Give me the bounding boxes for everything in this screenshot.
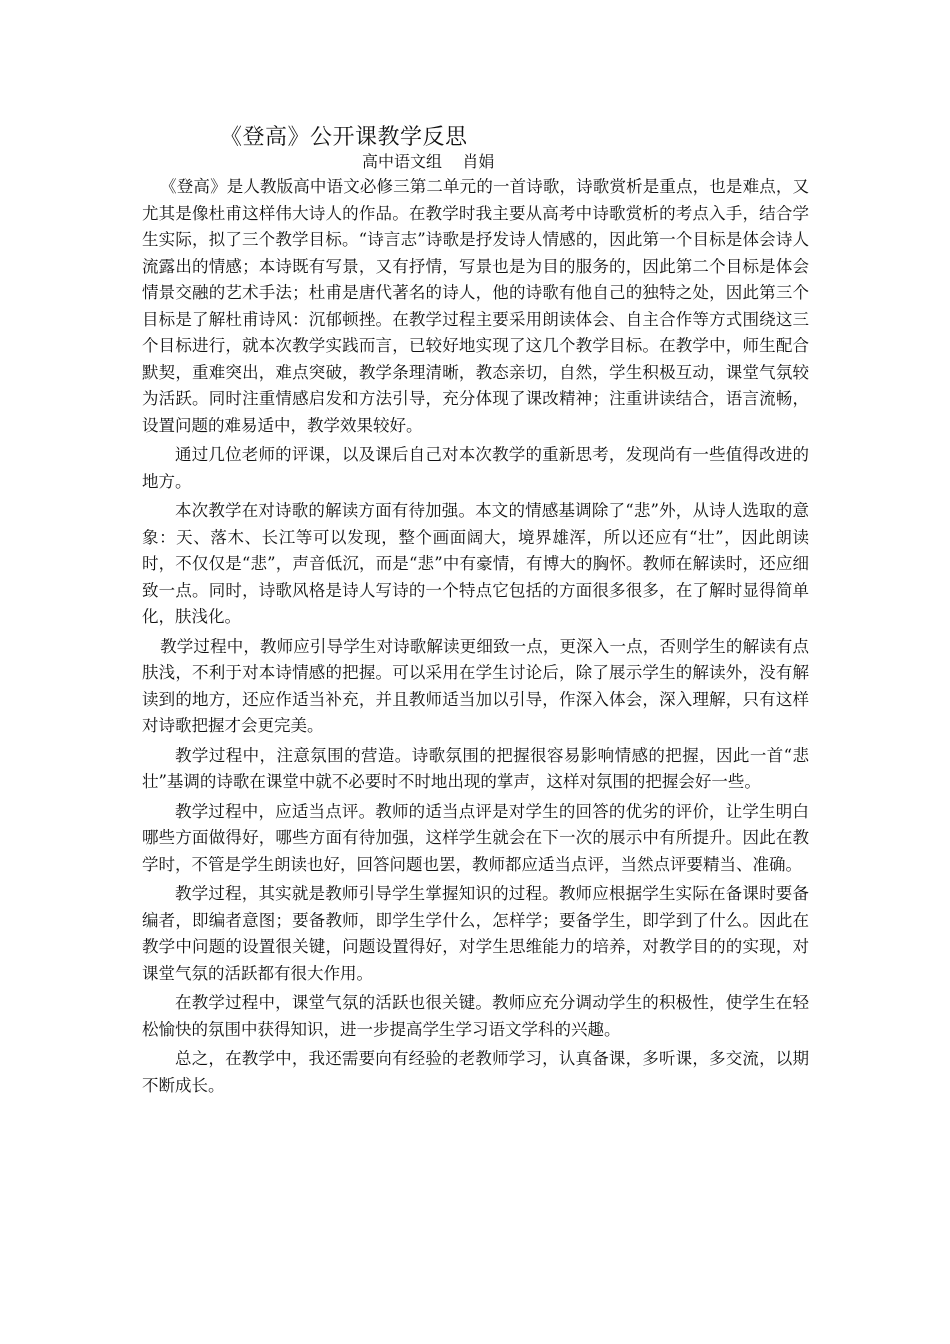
- paragraph-lesson-prep: 教学过程，其实就是教师引导学生掌握知识的过程。教师应根据学生实际在备课时要备编者，即编者意图；要备教师，即学生学什么，怎样学；要备学生，即学到了什么。因此在教学中问题的设置很关键，问题设置得好，对学生思维能力的培养，对教学目的的实现，对课堂气氛的活跃都有很大作用。: [142, 884, 809, 983]
- paragraph-atmosphere: 教学过程中，注意氛围的营造。诗歌氛围的把握很容易影响情感的把握，因此一首“悲壮”基调的诗歌在课堂中就不必要时不时地出现的掌声，这样对氛围的把握会好一些。: [142, 745, 809, 791]
- paragraph-intro: 《登高》是人教版高中语文必修三第二单元的一首诗歌，诗歌赏析是重点，也是难点，又尤其是像杜甫这样伟大诗人的作品。在教学时我主要从高考中诗歌赏析的考点入手，结合学生实际，拟了三个教学目标。“诗言志”诗歌是抒发诗人情感的，因此第一个目标是体会诗人流露出的情感；本诗既有写景，又有抒情，写景也是为目的服务的，因此第二个目标是体会情景交融的艺术手法；杜甫是唐代著名的诗人，他的诗歌有他自己的独特之处，因此第三个目标是了解杜甫诗风：沉郁顿挫。在教学过程主要采用朗读体会、自主合作等方式围绕这三个目标进行，就本次教学实践而言，已较好地实现了这几个教学目标。在教学中，师生配合默契，重难突出，难点突破，教学条理清晰，教态亲切，自然，学生积极互动，课堂气氛较为活跃。同时注重情感启发和方法引导，充分体现了课改精神；注重讲读结合，语言流畅，设置问题的难易适中，教学效果较好。: [142, 177, 809, 435]
- document-title: 《登高》公开课教学反思: [220, 125, 468, 150]
- paragraph-review: 通过几位老师的评课，以及课后自己对本次教学的重新思考，发现尚有一些值得改进的地方。: [142, 445, 809, 491]
- paragraph-guidance: 教学过程中，教师应引导学生对诗歌解读更细致一点，更深入一点，否则学生的解读有点肤浅，不利于对本诗情感的把握。可以采用在学生讨论后，除了展示学生的解读外，没有解读到的地方，还应作适当补充，并且教师适当加以引导，作深入体会，深入理解，只有这样对诗歌把握才会更完美。: [142, 636, 809, 735]
- author-byline: 高中语文组 肖娟: [362, 152, 495, 171]
- paragraph-class-climate: 在教学过程中，课堂气氛的活跃也很关键。教师应充分调动学生的积极性，使学生在轻松愉快的氛围中获得知识，进一步提高学生学习语文学科的兴趣。: [142, 993, 809, 1039]
- paragraph-conclusion: 总之，在教学中，我还需要向有经验的老教师学习，认真备课，多听课，多交流，以期不断成长。: [142, 1049, 809, 1095]
- paragraph-interpretation: 本次教学在对诗歌的解读方面有待加强。本文的情感基调除了“悲”外，从诗人选取的意象：天、落木、长江等可以发现，整个画面阔大，境界雄浑，所以还应有“壮”，因此朗读时，不仅仅是“悲”，声音低沉，而是“悲”中有豪情，有博大的胸怀。教师在解读时，还应细致一点。同时，诗歌风格是诗人写诗的一个特点它包括的方面很多很多，在了解时显得简单化，肤浅化。: [142, 501, 809, 626]
- paragraph-commentary: 教学过程中，应适当点评。教师的适当点评是对学生的回答的优劣的评价，让学生明白哪些方面做得好，哪些方面有待加强，这样学生就会在下一次的展示中有所提升。因此在教学时，不管是学生朗读也好，回答问题也罢，教师都应适当点评，当然点评要精当、准确。: [142, 801, 809, 874]
- document-body: [142, 174, 809, 1099]
